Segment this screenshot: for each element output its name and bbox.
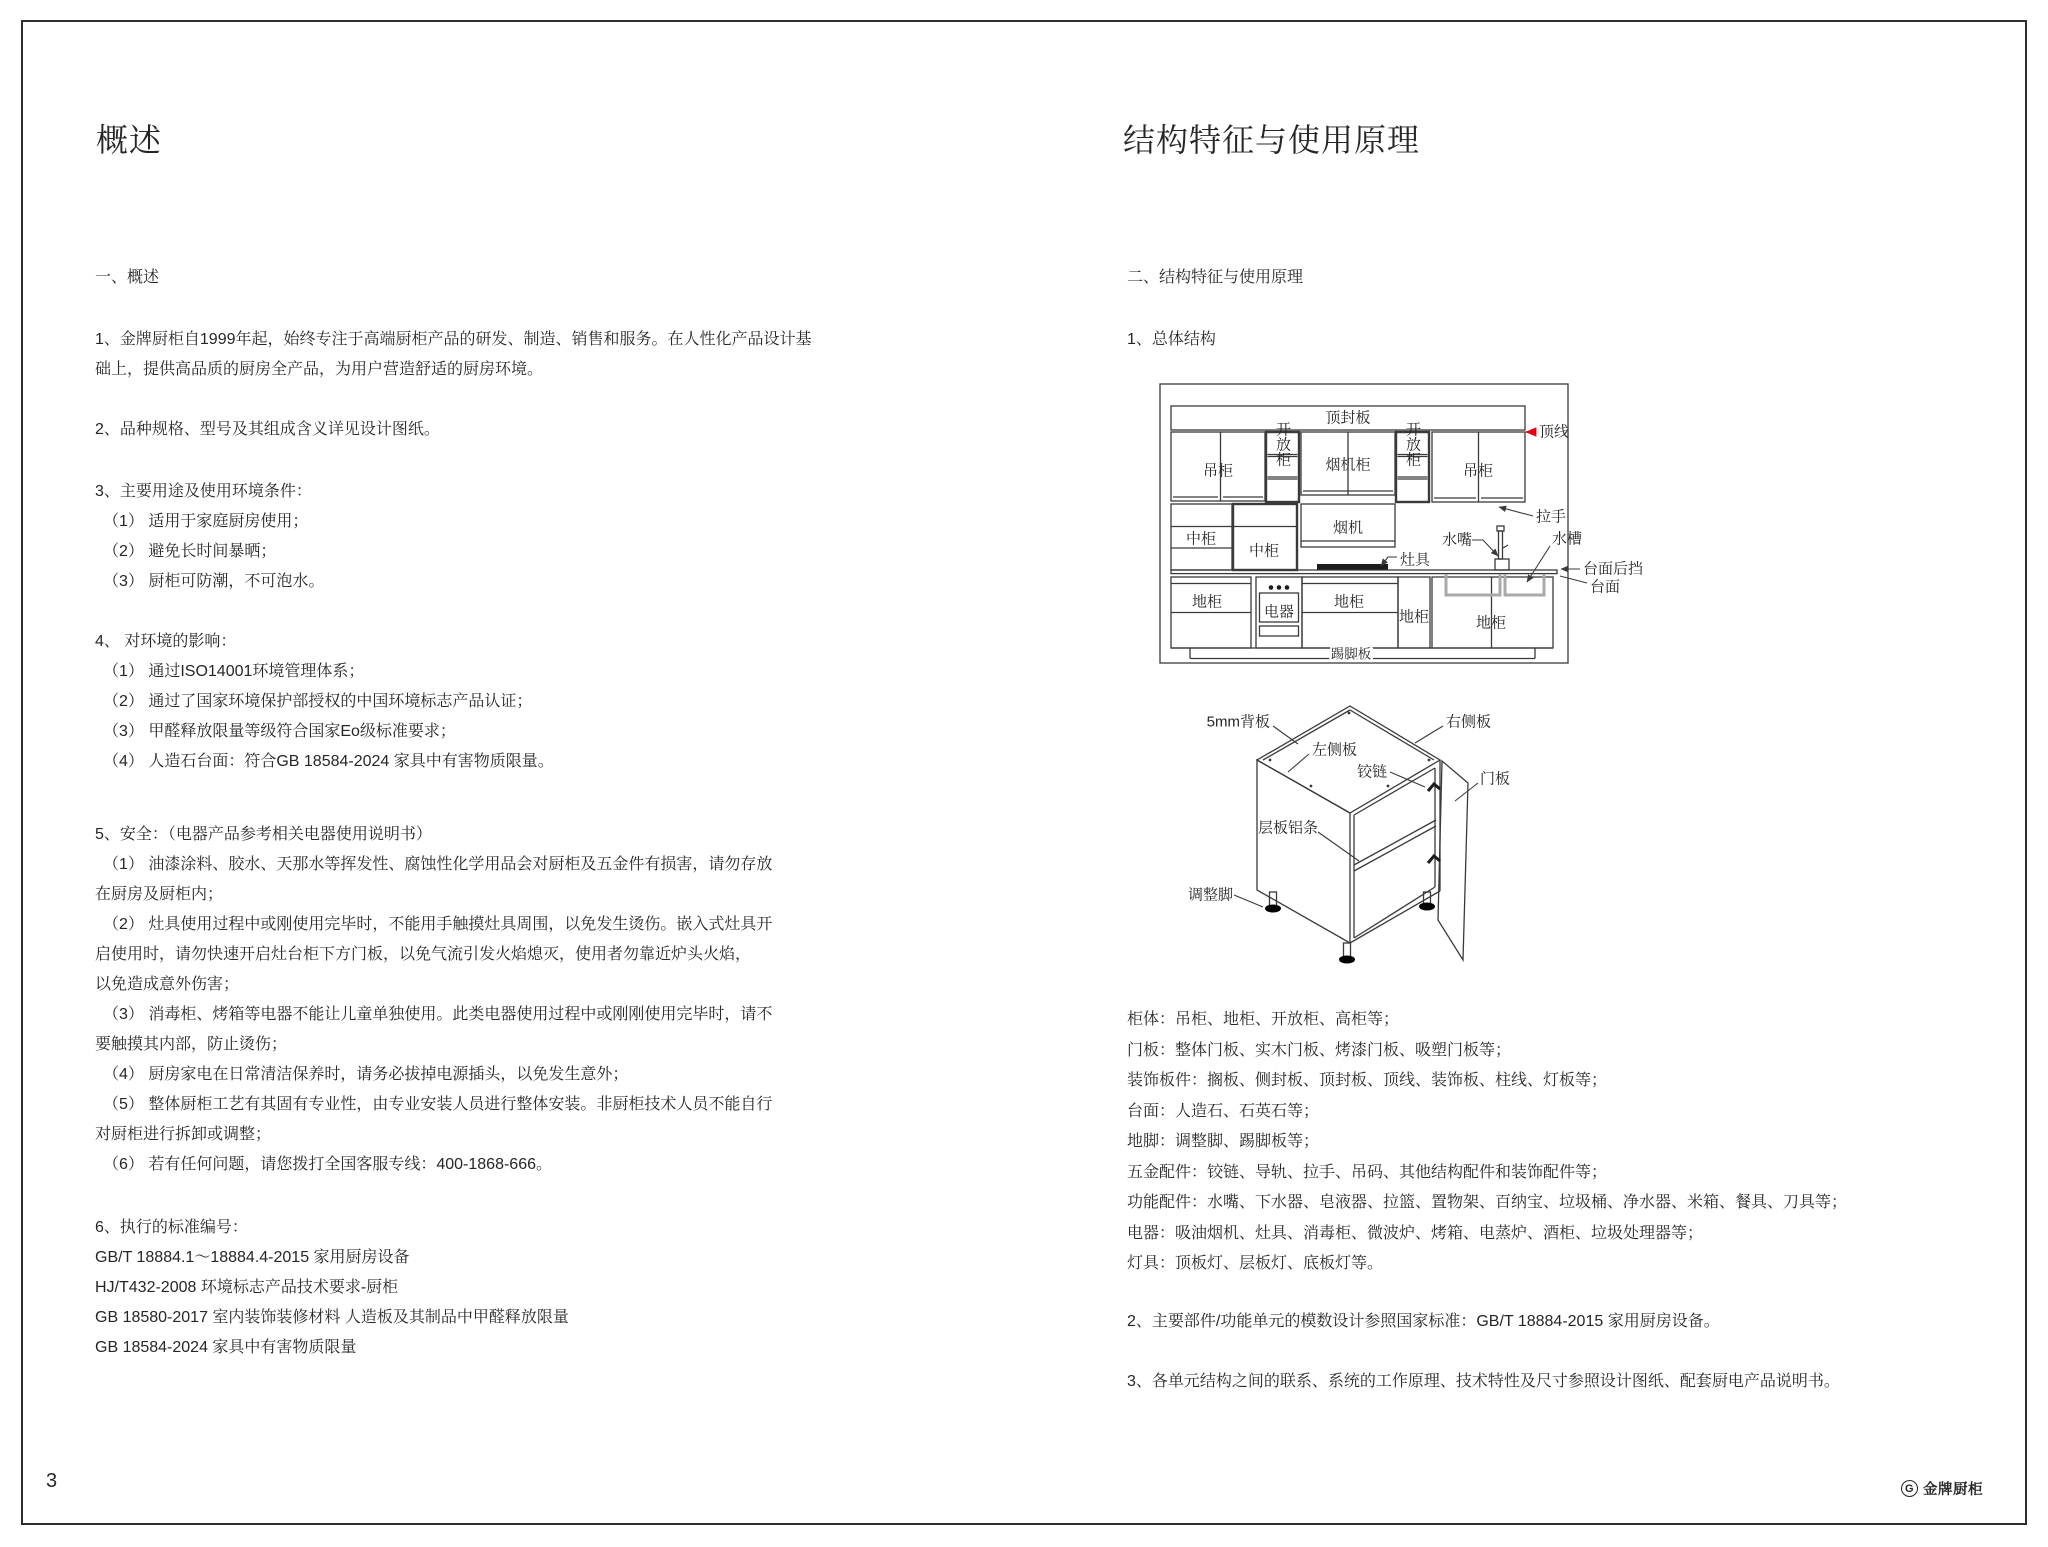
list-item: 五金配件：铰链、导轨、拉手、吊码、其他结构配件和装饰配件等；: [1127, 1163, 1608, 1181]
para-line: （1） 通过ISO14001环境管理体系；: [103, 663, 365, 680]
label-left-side-panel: 左侧板: [1312, 741, 1358, 759]
list-item: 功能配件：水嘴、下水器、皂液器、拉篮、置物架、百纳宝、垃圾桶、净水器、米箱、餐具、刀具等；: [1127, 1194, 1848, 1211]
para-line: GB 18580-2017 室内装饰装修材料 人造板及其制品中甲醛释放限量: [95, 1309, 569, 1326]
left-section-6: [95, 1213, 569, 1363]
cooktop-shape: [1317, 564, 1388, 570]
label-cooktop: 灶具: [1400, 551, 1431, 569]
label-top-seal-board: 顶封板: [1325, 409, 1371, 427]
para-line: （2） 通过了国家环境保护部授权的中国环境标志产品认证；: [103, 693, 533, 710]
para-line: 在厨房及厨柜内；: [95, 886, 224, 903]
label-hinge: 铰链: [1357, 763, 1388, 781]
list-item: 台面：人造石、石英石等；: [1127, 1102, 1320, 1120]
para-line: 2、品种规格、型号及其组成含义详见设计图纸。: [95, 421, 440, 438]
left-heading: [95, 263, 159, 293]
label-kick-board: 踢脚板: [1330, 646, 1372, 662]
hinge-top-shape: [1428, 784, 1440, 791]
para-line: 4、 对环境的影响：: [95, 633, 237, 650]
para-line: （5） 整体厨柜工艺有其固有专业性，由专业安装人员进行整体安装。非厨柜技术人员不能自行: [103, 1096, 773, 1113]
para-line: （1） 适用于家庭厨房使用；: [103, 513, 309, 530]
list-item: 柜体：吊柜、地柜、开放柜、高柜等；: [1127, 1011, 1400, 1028]
label-sink: 水槽: [1552, 530, 1583, 548]
label-mid-cabinet-right: 中柜: [1248, 542, 1280, 560]
label-door-panel: 门板: [1480, 770, 1511, 788]
para-line: （6） 若有任何问题，请您拨打全国客服专线：400-1868-666。: [103, 1156, 552, 1173]
para-line: （3） 厨柜可防潮，不可泡水。: [103, 573, 325, 590]
para-line: 1、金牌厨柜自1999年起，始终专注于高端厨柜产品的研发、制造、销售和服务。在人性化产品设计基: [95, 331, 812, 348]
page-number: 3: [46, 1470, 58, 1492]
label-wall-cabinet-left: 吊柜: [1202, 462, 1234, 480]
label-hood-cabinet: 烟机柜: [1325, 456, 1371, 474]
components-list: [1127, 1005, 1847, 1280]
list-item: 地脚：调整脚、踢脚板等；: [1127, 1133, 1320, 1150]
label-hood: 烟机: [1332, 519, 1364, 537]
para-line: GB 18584-2024 家具中有害物质限量: [95, 1339, 357, 1356]
heading-text: 一、概述: [95, 269, 160, 286]
appliance-knob: [1269, 585, 1274, 590]
para-line: （1） 油漆涂料、胶水、天那水等挥发性、腐蚀性化学用品会对厨柜及五金件有损害，请勿存放: [103, 856, 773, 873]
list-item: 门板：整体门板、实木门板、烤漆门板、吸塑门板等；: [1127, 1041, 1512, 1059]
kitchen-elevation-diagram: [1150, 380, 1670, 680]
label-right-side-panel: 右侧板: [1446, 713, 1492, 731]
para-line: 3、各单元结构之间的联系、系统的工作原理、技术特性及尺寸参照设计图纸、配套厨电产品说明书。: [1127, 1373, 1840, 1390]
brand-logo: [1901, 1478, 1983, 1499]
right-item-2: [1127, 1307, 1720, 1337]
left-section-4: [95, 627, 554, 777]
heading-text: 二、结构特征与使用原理: [1127, 269, 1304, 286]
para-line: 对厨柜进行拆卸或调整；: [95, 1126, 272, 1143]
para-line: （4） 厨房家电在日常清洁保养时，请务必拔掉电源插头，以免发生意外；: [103, 1066, 629, 1083]
label-open-cabinet-right: 开放柜: [1404, 421, 1421, 467]
label-open-cabinet-left: 开放柜: [1274, 421, 1291, 467]
appliance-knob: [1285, 585, 1290, 590]
right-page-title: 结构特征与使用原理: [1123, 122, 1421, 158]
right-heading: [1127, 263, 1303, 293]
para-line: 1、总体结构: [1127, 331, 1216, 348]
base-cabinet-3d-diagram: [1150, 680, 1630, 1010]
left-paragraph-2: [95, 415, 440, 445]
label-base-cabinet-2: 地柜: [1333, 593, 1365, 611]
para-line: （4） 人造石台面：符合GB 18584-2024 家具中有害物质限量。: [103, 753, 554, 770]
label-base-cabinet-1: 地柜: [1191, 593, 1223, 611]
label-handle: 拉手: [1536, 508, 1567, 526]
list-item: 电器：吸油烟机、灶具、消毒柜、微波炉、烤箱、电蒸炉、酒柜、垃圾处理器等；: [1127, 1224, 1704, 1242]
label-appliance: 电器: [1263, 603, 1295, 621]
label-faucet: 水嘴: [1442, 531, 1473, 549]
label-mid-cabinet-left: 中柜: [1185, 530, 1217, 548]
left-section-5: [95, 820, 772, 1180]
para-line: 2、主要部件/功能单元的模数设计参照国家标准：GB/T 18884-2015 家用厨房设备。: [1127, 1313, 1720, 1330]
para-line: 启使用时，请勿快速开启灶台柜下方门板，以免气流引发火焰熄灭，使用者勿靠近炉头火焰，: [95, 946, 752, 963]
para-line: 要触摸其内部，防止烫伤；: [95, 1036, 288, 1053]
para-line: 础上，提供高品质的厨房全产品，为用户营造舒适的厨房环境。: [95, 361, 544, 378]
para-line: 5、安全：（电器产品参考相关电器使用说明书）: [95, 826, 432, 843]
label-adjust-feet: 调整脚: [1188, 886, 1234, 904]
hinge-bottom-shape: [1428, 856, 1440, 863]
right-sub1: [1127, 325, 1216, 355]
left-page-title: 概述: [96, 122, 163, 158]
para-line: （2） 避免长时间暴晒；: [103, 543, 277, 560]
label-countertop: 台面: [1590, 578, 1621, 596]
brand-name: 金牌厨柜: [1923, 1482, 1983, 1498]
label-backsplash: 台面后挡: [1583, 560, 1644, 578]
label-shelf-alu-strip: 层板铝条: [1258, 819, 1319, 837]
para-line: 3、主要用途及使用环境条件：: [95, 483, 312, 500]
list-item: 灯具：顶板灯、层板灯、底板灯等。: [1127, 1255, 1384, 1272]
para-line: （3） 消毒柜、烤箱等电器不能让儿童单独使用。此类电器使用过程中或刚刚使用完毕时，请不: [103, 1006, 773, 1023]
para-line: （3） 甲醛释放限量等级符合国家Eo级标准要求；: [103, 723, 456, 740]
appliance-knob: [1277, 585, 1282, 590]
label-top-line: 顶线: [1539, 423, 1570, 441]
brand-g-icon: G: [1901, 1480, 1918, 1497]
label-back-panel: 5mm背板: [1206, 713, 1270, 731]
para-line: （2） 灶具使用过程中或刚使用完毕时，不能用手触摸灶具周围，以免发生烫伤。嵌入式灶具开: [103, 916, 773, 933]
right-item-3: [1127, 1367, 1840, 1397]
para-line: HJ/T432-2008 环境标志产品技术要求-厨柜: [95, 1279, 399, 1296]
left-section-3: [95, 477, 324, 597]
label-wall-cabinet-right: 吊柜: [1462, 462, 1494, 480]
para-line: GB/T 18884.1～18884.4-2015 家用厨房设备: [95, 1249, 410, 1266]
para-line: 6、执行的标准编号：: [95, 1219, 248, 1236]
list-item: 装饰板件：搁板、侧封板、顶封板、顶线、装饰板、柱线、灯板等；: [1127, 1072, 1608, 1089]
label-base-cabinet-3: 地柜: [1398, 608, 1430, 626]
left-paragraph-1: [95, 325, 812, 385]
label-base-cabinet-4: 地柜: [1475, 614, 1507, 632]
para-line: 以免造成意外伤害；: [95, 976, 240, 993]
